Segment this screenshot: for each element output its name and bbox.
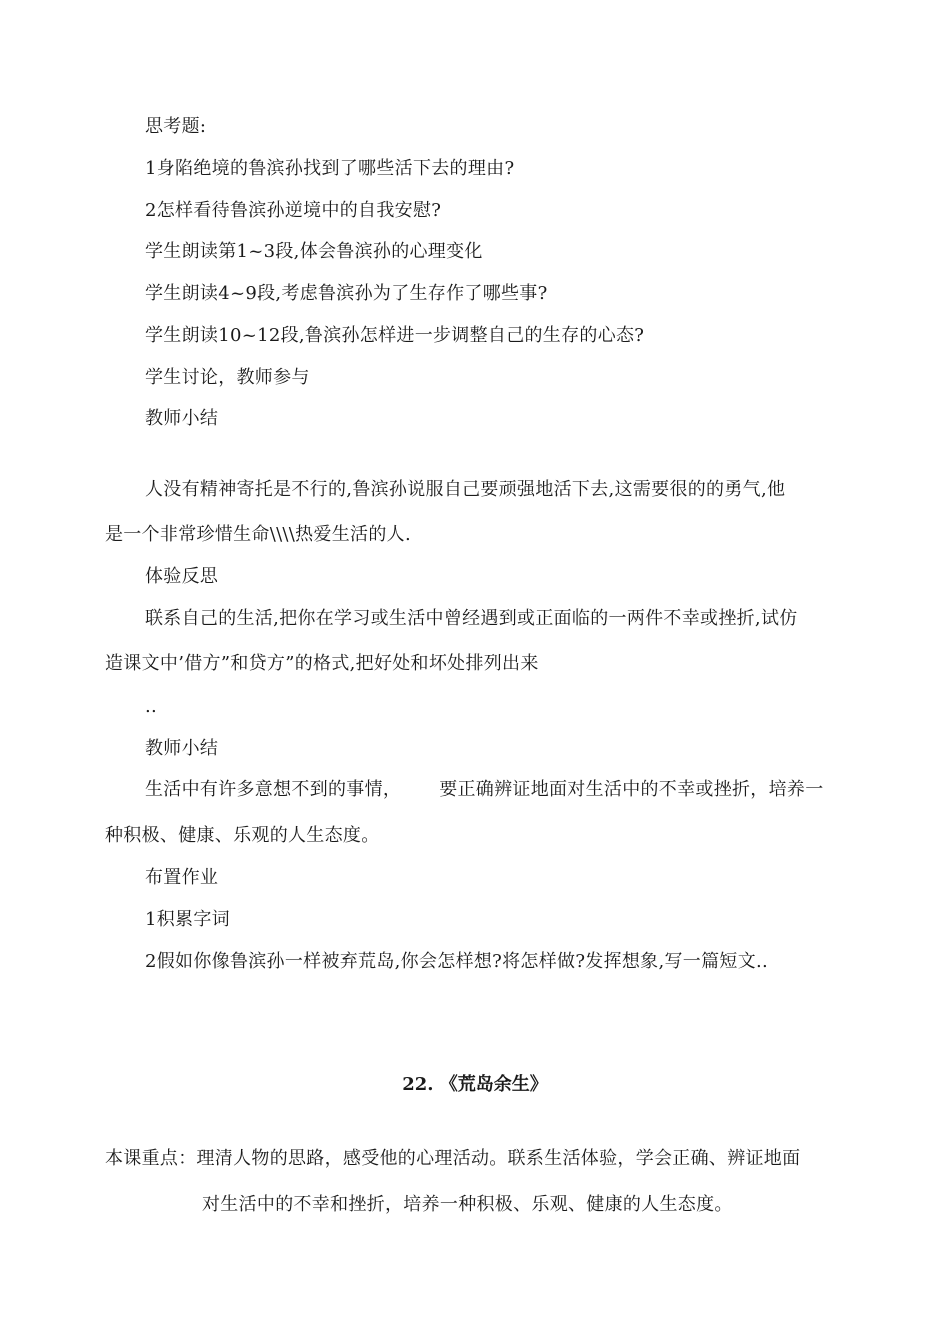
reflection-heading: 体验反思 — [145, 566, 219, 587]
reflection-paragraph-line-1: 联系自己的生活,把你在学习或生活中曾经遇到或正面临的一两件不幸或挫折,试仿 — [145, 608, 798, 629]
life-paragraph-line-2: 种积极、健康、乐观的人生态度。 — [105, 825, 380, 846]
homework-heading: 布置作业 — [145, 867, 219, 888]
summary-paragraph-line-2: 是一个非常珍惜生命\\\\热爱生活的人. — [105, 524, 411, 545]
key-points-line-2: 对生活中的不幸和挫折，培养一种积极、乐观、健康的人生态度。 — [202, 1194, 733, 1215]
ellipsis-line: .. — [145, 696, 158, 717]
teacher-summary-heading: 教师小结 — [145, 408, 219, 429]
key-points-line-1: 本课重点：理清人物的思路，感受他的心理活动。联系生活体验，学会正确、辨证地面 — [105, 1148, 801, 1169]
reading-step-1: 学生朗读第1~3段,体会鲁滨孙的心理变化 — [145, 241, 483, 262]
reading-step-2: 学生朗读4~9段,考虑鲁滨孙为了生存作了哪些事? — [145, 283, 548, 304]
question-1: 1身陷绝境的鲁滨孙找到了哪些活下去的理由? — [145, 158, 515, 179]
life-paragraph-part-b: 要正确辨证地面对生活中的不幸或挫折，培养一 — [439, 779, 824, 800]
summary-paragraph-line-1: 人没有精神寄托是不行的,鲁滨孙说服自己要顽强地活下去,这需要很的的勇气,他 — [145, 479, 786, 500]
homework-item-2: 2假如你像鲁滨孙一样被弃荒岛,你会怎样想?将怎样做?发挥想象,写一篇短文.. — [145, 951, 769, 972]
discussion-line: 学生讨论，教师参与 — [145, 367, 310, 388]
teacher-summary-heading-2: 教师小结 — [145, 738, 219, 759]
homework-item-1: 1积累字词 — [145, 909, 230, 930]
lesson-title: 22. 《荒岛余生》 — [402, 1074, 548, 1095]
think-questions-heading: 思考题: — [145, 116, 207, 137]
reading-step-3: 学生朗读10~12段,鲁滨孙怎样进一步调整自己的生存的心态? — [145, 325, 645, 346]
question-2: 2怎样看待鲁滨孙逆境中的自我安慰? — [145, 200, 442, 221]
reflection-paragraph-line-2: 造课文中’借方”和贷方”的格式,把好处和坏处排列出来 — [105, 653, 539, 674]
life-paragraph-part-a: 生活中有许多意想不到的事情， — [145, 779, 402, 800]
life-paragraph-line-1 — [145, 778, 824, 802]
